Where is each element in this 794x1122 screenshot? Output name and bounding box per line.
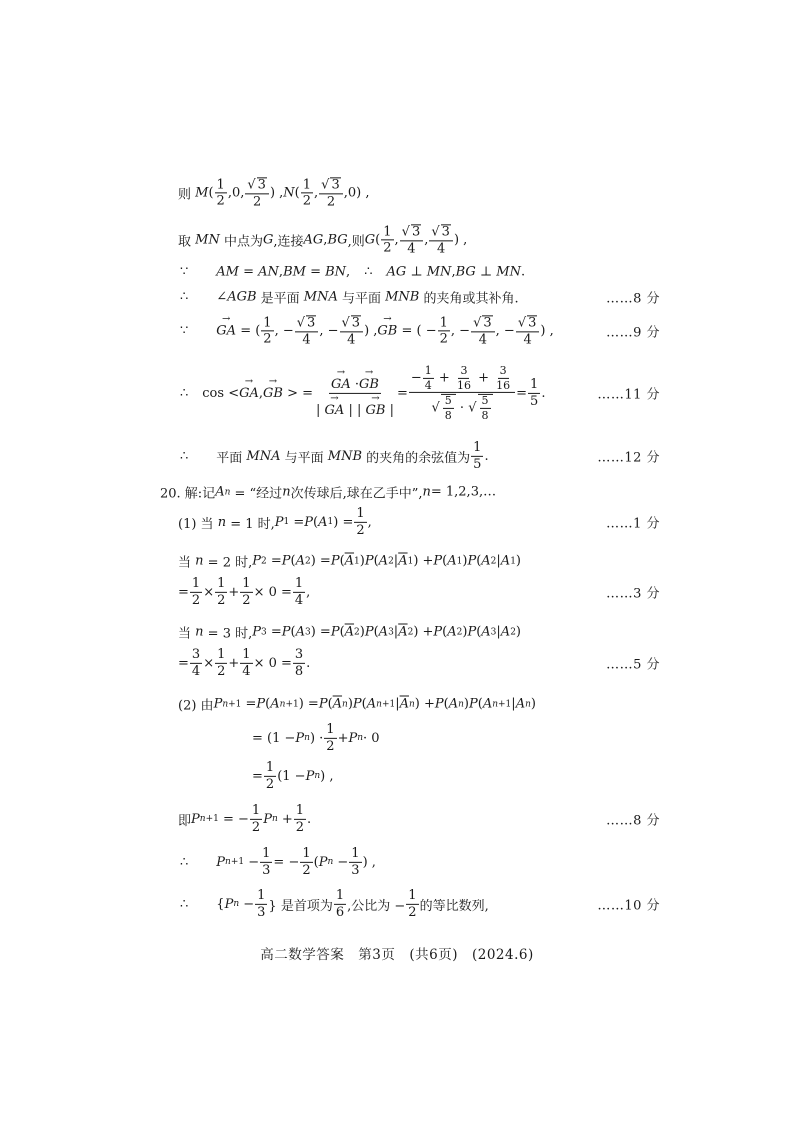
line-2: 取 MN 中点为 G ,连接 AG , BG ,则 G ( 1 2 , √ 3 4 , √ 3 4 ) , [178,223,468,256]
line-16: = 1 2 (1 − P n ) , [252,759,334,792]
line-15: = (1 − P n ) · 1 2 + P n · 0 [252,721,380,754]
score-line-13: ……5 分 [606,657,660,673]
line-12: 当 n = 3 时, P 3 = P ( A 3 ) = P ( $\overline{A}$ 2 ) P ( A 3 | $\overline{A}$ 2 ) + P ( A 2 ) P ( A 3 | A 2 ) [178,624,521,642]
score-line-5: ……9 分 [606,325,660,341]
line-7: ∴ 平面 MNA 与平面 MNB 的夹角的余弦值为 1 5 . [180,439,489,472]
line-14: (2) 由 P n+1 = P ( A n+1 ) = P ( $\overline{A}$ n ) P ( A n+1 | $\overline{A}$ n ) + P ( A n ) P ( A n+1 | A n ) [178,696,536,714]
line-13: = 3 4 × 1 2 + 1 4 × 0 = 3 8 . [178,646,311,679]
line-17: 即 P n+1 = − 1 2 P n + 1 2 . [178,802,312,835]
line-6: ∴ cos < → GA , → GB > = → GA ·→ GB | → GA | | → GB | = − $\frac{1}{4}$ + $\frac{3}{16}$ + $\frac{3}{16}$ √ $\frac{5}{8}$ · √ $\frac{5}{8}$ = 1 5 . [180,365,545,421]
score-line-6: ……11 分 [597,387,660,403]
score-line-9: ……1 分 [606,516,660,532]
line-8: 20. 解:记 A n = “经过 n 次传球后,球在乙手中”, n = 1,2,3,… [160,484,497,502]
score-line-17: ……8 分 [606,813,660,829]
line-1: 则 M ( 1 2 ,0, √ 3 2 ) , N ( 1 2 , √ 3 2 ,0) , [178,176,370,209]
line-11: = 1 2 × 1 2 + 1 2 × 0 = 1 4 , [178,575,311,608]
line-4: ∴ ∠ AGB 是平面 MNA 与平面 MNB 的夹角或其补角. [180,289,519,307]
score-line-4: ……8 分 [606,291,660,307]
score-line-11: ……3 分 [606,586,660,602]
score-line-7: ……12 分 [597,450,660,466]
line-9: (1) 当 n = 1 时, P 1 = P ( A 1 ) = 1 2 , [178,505,372,538]
score-line-19: ……10 分 [597,898,660,914]
line-5: ∵ → GA = ( 1 2 , − √ 3 4 , − √ 3 4 ) , → GB = ( − 1 2 , − √ 3 4 , − √ 3 4 ) , [180,315,554,346]
line-19: ∴ { P n − 1 3 } 是首项为 1 6 ,公比为 − 1 2 的等比数列, [180,887,489,920]
line-10: 当 n = 2 时, P 2 = P ( A 2 ) = P ( $\overline{A}$ 1 ) P ( A 2 | $\overline{A}$ 1 ) + P ( A 1 ) P ( A 2 | A 1 ) [178,553,521,571]
page-footer: 高二数学答案 第3页 (共6页) (2024.6) [260,947,534,963]
line-3: ∵ AM = AN , BM = BN , ∴ AG ⊥ MN , BG ⊥ MN . [180,264,526,280]
line-18: ∴ P n+1 − 1 3 = − 1 2 ( P n − 1 3 ) , [180,845,376,878]
